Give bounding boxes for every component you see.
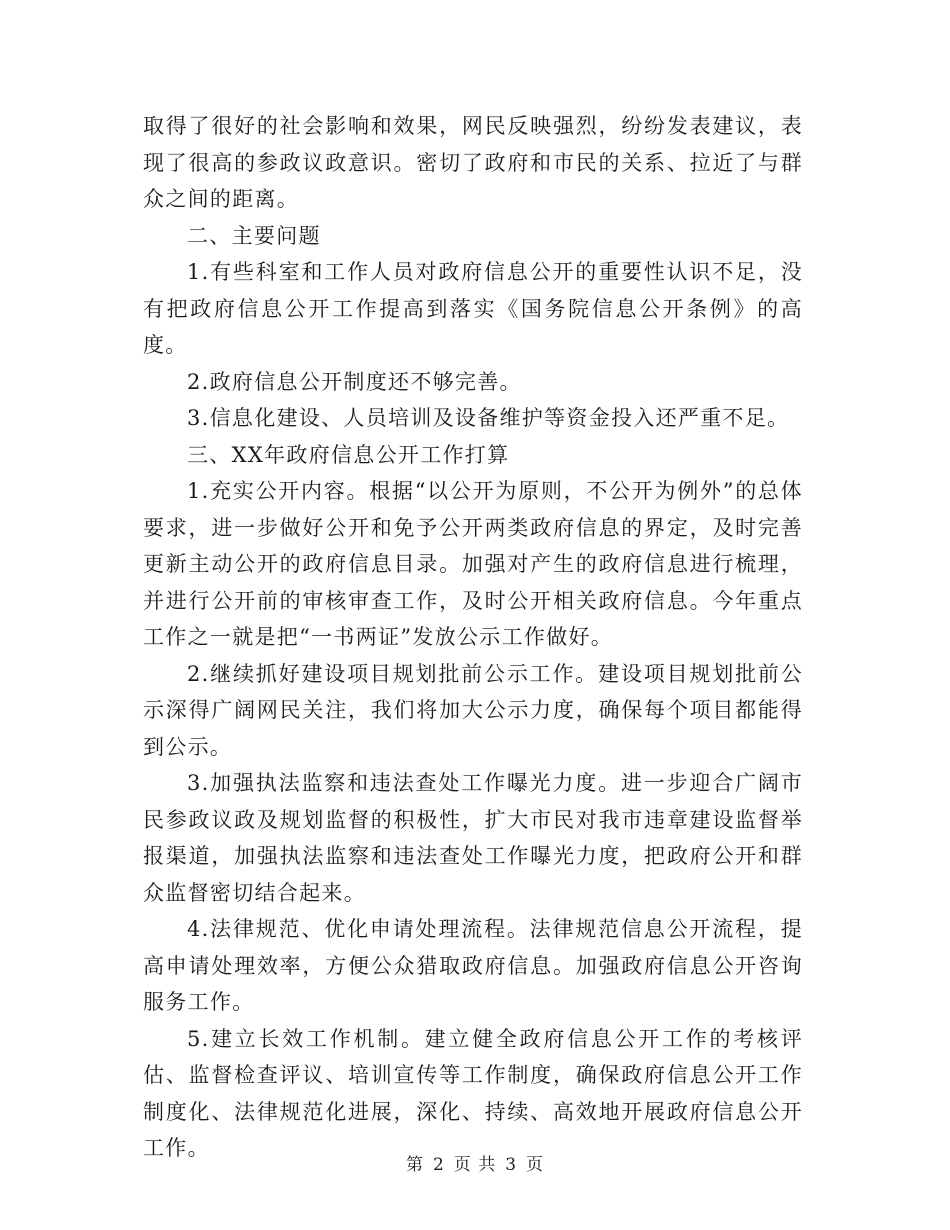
problem-item-1: 1.有些科室和工作人员对政府信息公开的重要性认识不足，没有把政府信息公开工作提高到落实《国务院信息公开条例》的高度。 (143, 260, 803, 357)
page-footer (0, 1153, 950, 1177)
problem-item-3: 3.信息化建设、人员培训及设备维护等资金投入还严重不足。 (187, 406, 790, 430)
footer-suffix: 页 (526, 1155, 545, 1175)
problem-item-2: 2.政府信息公开制度还不够完善。 (187, 369, 522, 394)
paragraph-continuation: 取得了很好的社会影响和效果，网民反映强烈，纷纷发表建议，表现了很高的参政议政意识。密切了政府和市民的关系、拉近了与群众之间的距离。 (143, 114, 803, 211)
document-body (143, 108, 803, 1167)
section-heading-plan: 三、XX年政府信息公开工作打算 (187, 442, 510, 467)
plan-item-4: 4.法律规范、优化申请处理流程。法律规范信息公开流程，提高申请处理效率，方便公众猎取政府信息。加强政府信息公开咨询服务工作。 (143, 917, 803, 1014)
plan-item-5: 5.建立长效工作机制。建立健全政府信息公开工作的考核评估、监督检查评议、培训宣传等工作制度，确保政府信息公开工作制度化、法律规范化进展，深化、持续、高效地开展政府信息公开工作。 (143, 1026, 803, 1160)
section-heading-main-problems: 二、主要问题 (187, 223, 321, 248)
footer-prefix: 第 (405, 1155, 424, 1175)
plan-item-2: 2.继续抓好建设项目规划批前公示工作。建设项目规划批前公示深得广阔网民关注，我们将加大公示力度，确保每个项目都能得到公示。 (143, 661, 803, 759)
footer-middle: 页 共 (453, 1155, 497, 1175)
plan-item-1: 1.充实公开内容。根据“以公开为原则，不公开为例外”的总体要求，进一步做好公开和免予公开两类政府信息的界定，及时完善更新主动公开的政府信息目录。加强对产生的政府信息进行梳理，并进行公开前的审核审查工作，及时公开相关政府信息。今年重点工作之一就是把“一书两证”发放公示工作做好。 (143, 479, 803, 649)
plan-item-3: 3.加强执法监察和违法查处工作曝光力度。进一步迎合广阔市民参政议政及规划监督的积极性，扩大市民对我市违章建设监督举报渠道，加强执法监察和违法查处工作曝光力度，把政府公开和群众监督密切结合起来。 (143, 771, 803, 905)
footer-total-pages: 3 (505, 1155, 518, 1175)
footer-page-number: 2 (432, 1155, 445, 1175)
